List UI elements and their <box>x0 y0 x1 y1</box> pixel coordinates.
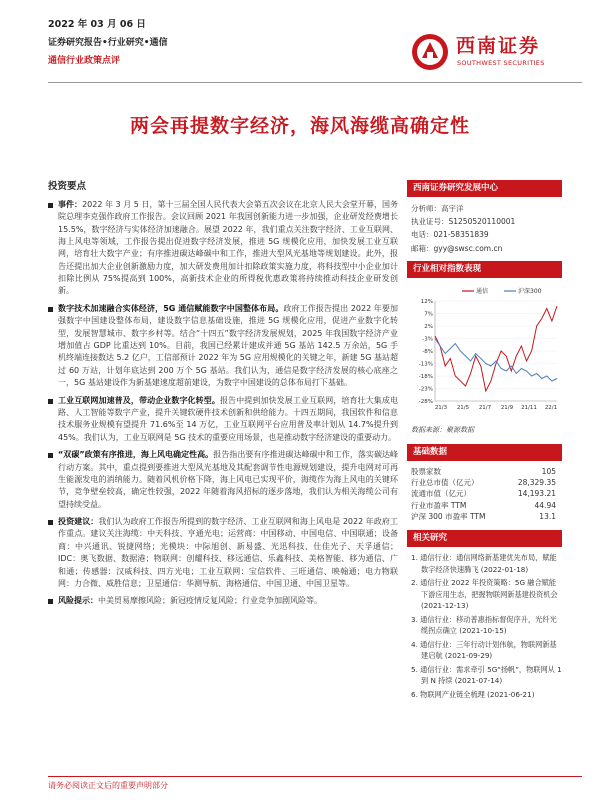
investment-point <box>48 449 398 511</box>
report-date: 2022 年 03 月 06 日 <box>48 19 146 30</box>
footer-disclaimer: 请务必阅读正文后的重要声明部分 <box>48 781 168 790</box>
company-logo <box>410 30 580 74</box>
investment-point <box>48 595 398 607</box>
report-header <box>48 18 168 69</box>
investment-point <box>48 395 398 445</box>
x-tick-label: 22/1 <box>544 404 558 411</box>
related-research-list <box>407 552 562 700</box>
logo-chinese-text: 西南证券 <box>456 35 541 57</box>
report-title: 两会再提数字经济，海风海缆高确定性 <box>129 115 470 137</box>
analyst-name: 分析师：高宇洋 <box>411 204 464 214</box>
related-research-heading: 相关研究 <box>407 530 562 547</box>
base-data-row <box>407 477 562 488</box>
investment-point <box>48 303 398 390</box>
main-content <box>48 180 398 613</box>
investment-point <box>48 516 398 590</box>
related-research-item[interactable]: 3. 通信行业：移动普惠指标督促序升，光纤光缆拐点确立 (2021-10-15) <box>411 614 557 636</box>
y-tick-label: -3% <box>422 336 433 343</box>
footer-divider <box>48 776 582 777</box>
investment-points-list <box>48 199 398 608</box>
related-research-item[interactable]: 5. 通信行业：需求牵引 5G“扬帆”，物联网从 1 到 N 持续 (2021-07-14) <box>411 664 562 686</box>
investment-point-body: 报告指出要有序推进碳达峰碳中和工作，落实碳达峰行动方案。其中，重点提到要推进大型风光基地及其配套调节性电源规划建设，提升电网对可再生能源发电的消纳能力。随着风机价格下降，海上风电已实现平价，海缆作为海上风电的关键环节，竞争壁垒较高，确定性较强，2022 年随着海风招标的逐步落地，我们认为相关海缆公司有望持续受益。 <box>58 450 399 509</box>
investment-point-body: 2022 年 3 月 5 日，第十三届全国人民代表大会第五次会议在北京人民大会堂开幕，国务院总理李克强作政府工作报告。会议回顾 2021 年我国创新能力进一步加强，企业研发经费增长 15.5%，数字经济与实体经济加速融合。展望 2022 年，我们重点关注数字经济、工业互联网、海上风电等领域，工作报告提出促进数字经济发展，推进 5G 规模化应用，加快发展工业互联网，培育壮大数字产业；有序推进碳达峰碳中和工作，推进大型风光基地等规划建设。此外，报告还提出加大企业创新激励力度，加大研发费用加计扣除政策实施力度，将科技型中小企业加计扣除比例从 75%提高到 100%，高新技术企业的所得税优惠政策将持续推动科技企业研发创新。 <box>58 199 398 296</box>
y-tick-label: -23% <box>418 386 433 393</box>
logo-english-text: SOUTHWEST SECURITIES <box>457 59 545 67</box>
investment-point-lead: 投资建议： <box>58 517 99 527</box>
report-subtype: 通信行业政策点评 <box>48 55 121 66</box>
logo-mark-icon <box>410 32 450 72</box>
x-tick-label: 21/7 <box>478 404 492 411</box>
investment-point-body: 政府工作报告提出 2022 年要加强数字中国建设整体布局，建设数字信息基础设施，推进 5G 规模化应用，促进产业数字化转型，发展智慧城市、数字乡村等。结合“十四五”数字经济发展规划，2025 年我国数字经济产业增加值占 GDP 比重达到 10%。目前，我国已经累计建成并通 5G 基站 142.5 万余站，5G 手机终端连接数达 5.2 亿户，工信部预计 2022 年为 5G 应用规模化的关键之年，新建 5G 基站超过 60 万站，计划年底达到 200 万个 5G 基站。我们认为，通信是数字经济发展的核心底座之一，5G 基站建设作为新基建速度超前建设，为数字中国建设的总体布局打下基础。 <box>58 303 399 388</box>
investment-points-heading: 投资要点 <box>48 181 87 192</box>
base-data-value: 44.94 <box>534 500 556 510</box>
related-research-item[interactable]: 1. 通信行业：通信网络新基建优先布局，赋能数字经济快速腾飞 (2022-01-18) <box>411 553 557 574</box>
related-research-item[interactable]: 2. 通信行业 2022 年投资策略：5G 融合赋能下游应用生态，把握物联网新基建投资机会 (2021-12-13) <box>411 578 558 611</box>
investment-point-lead: 工业互联网加速普及，带动企业数字化转型。 <box>58 395 220 405</box>
base-data-value: 14,193.21 <box>517 489 556 499</box>
base-data-value: 28,329.35 <box>517 478 556 488</box>
investment-point-lead: 风险提示： <box>58 596 98 606</box>
series-line-industry <box>435 306 557 391</box>
base-data-label: 流通市值（亿元） <box>411 489 471 499</box>
header-divider <box>48 82 582 83</box>
legend-label: 沪深300 <box>518 287 542 295</box>
related-research-item[interactable]: 4. 通信行业：三年行动计划伟航，物联网新基建启航 (2021-09-29) <box>411 639 557 661</box>
base-data-value: 105 <box>541 466 556 476</box>
analyst-license: 执业证号：S1250520110001 <box>411 217 516 227</box>
base-data-row <box>407 511 562 522</box>
analyst-info <box>407 202 562 255</box>
base-data-row <box>407 466 562 477</box>
y-tick-label: 12% <box>420 298 433 305</box>
relative-index-chart <box>407 283 562 423</box>
base-data-heading: 基础数据 <box>407 444 562 461</box>
analyst-phone: 电话：021-58351839 <box>411 230 489 240</box>
x-tick-label: 21/9 <box>500 404 514 411</box>
analyst-email[interactable]: 邮箱：gyy@swsc.com.cn <box>411 243 503 253</box>
series-line-benchmark <box>435 338 557 381</box>
x-tick-label: 21/3 <box>434 404 448 411</box>
y-tick-label: -28% <box>418 398 433 405</box>
y-tick-label: 7% <box>424 311 433 318</box>
report-type: 证券研究报告•行业研究•通信 <box>48 37 168 48</box>
investment-point-lead: “双碳”政策有序推进，海上风电确定性高。 <box>58 450 214 460</box>
base-data-table <box>407 466 562 522</box>
investment-point-lead: 事件： <box>58 199 83 209</box>
base-data-label: 沪深 300 市盈率 TTM <box>411 511 486 521</box>
base-data-label: 股票家数 <box>411 466 441 476</box>
chart-svg <box>407 283 562 423</box>
base-data-label: 行业市盈率 TTM <box>411 500 467 510</box>
base-data-row <box>407 500 562 511</box>
legend-label: 通信 <box>476 287 489 295</box>
investment-point-lead: 数字技术加速融合实体经济，5G 通信赋能数字中国整体布局。 <box>58 303 284 313</box>
sidebar <box>407 180 562 702</box>
base-data-label: 行业总市值（亿元） <box>411 478 479 488</box>
investment-point <box>48 199 398 298</box>
investment-point-body: 报告中提到加快发展工业互联网，培育壮大集成电路、人工智能等数字产业，提升关键软硬件技术创新和供给能力。十四五期间，我国软件和信息技术服务业规模有望提升 71.6%至 14 万亿，工业互联网平台应用普及率计划从 14.7%提升到 45%。我们认为，工业互联网是 5G 技术的重要应用场景，也是推动数字经济建设的重要动力。 <box>58 395 398 442</box>
x-tick-label: 21/11 <box>521 404 537 411</box>
y-tick-label: -18% <box>418 373 433 380</box>
research-center-heading: 西南证券研究发展中心 <box>407 180 562 197</box>
y-tick-label: -13% <box>418 361 433 368</box>
y-tick-label: -8% <box>422 348 433 355</box>
base-data-value: 13.1 <box>539 511 556 521</box>
chart-heading: 行业相对指数表现 <box>407 261 562 278</box>
investment-point-body: 我们认为政府工作报告所提到的数字经济、工业互联网和海上风电是 2022 年政府工作重点。建议关注海缆：中天科技、亨通光电；运营商：中国移动、中国电信、中国联通；设备商：中兴通讯、锐捷网络；光模块：中际旭创、新易盛、光迅科技、仕佳光子、天孚通信；IDC：奥飞数据、数据港；物联网：创耀科技、移远通信、乐鑫科技、美格智能、移为通信、广和通；传感器：汉威科技、四方光电；工业互联网：宝信软件、三旺通信、映翰通；电力物联网：力合微、威胜信息；卫星通信：华测导航、海格通信、中国卫通、中国卫星等。 <box>58 517 398 589</box>
investment-point-body: 中美贸易摩擦风险；新冠疫情反复风险；行业竞争加剧风险等。 <box>98 596 322 606</box>
y-tick-label: 2% <box>424 323 433 330</box>
base-data-row <box>407 488 562 499</box>
related-research-item[interactable]: 6. 物联网产业链全梳理 (2021-06-21) <box>411 689 535 699</box>
chart-source: 数据来源：聚源数据 <box>411 425 474 434</box>
x-tick-label: 21/5 <box>456 404 470 411</box>
